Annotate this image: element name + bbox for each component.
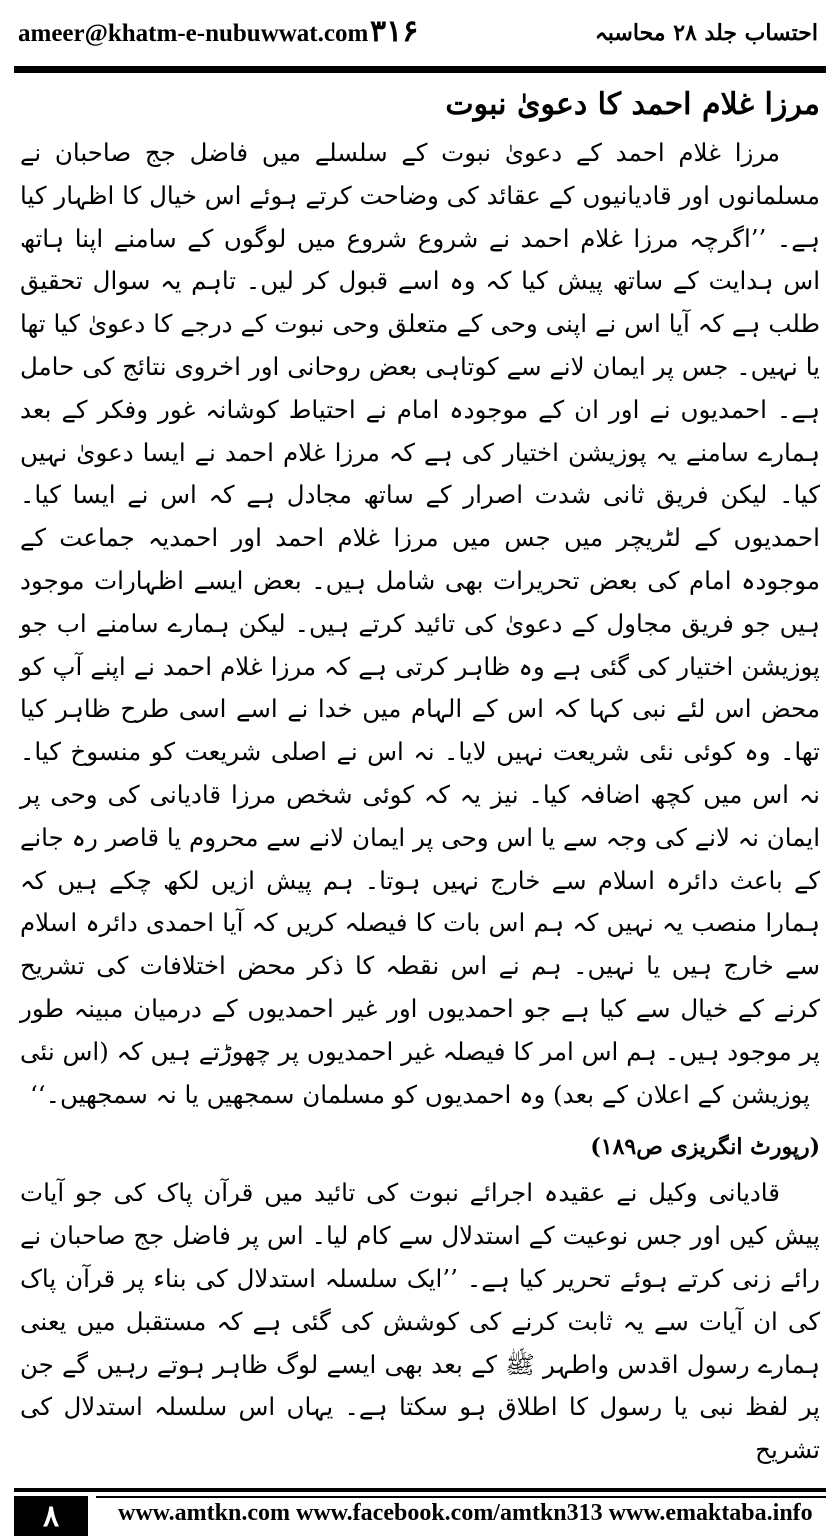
- page-footer: [0, 1488, 840, 1540]
- page-body: [20, 82, 820, 1472]
- page-header: [0, 0, 840, 70]
- footer-page-number: ۸: [14, 1496, 88, 1536]
- section-title: مرزا غلام احمد کا دعویٰ نبوت: [445, 87, 820, 122]
- header-page-number: ۳۱۶: [370, 14, 419, 49]
- header-rule: [14, 66, 826, 73]
- header-email: ameer@khatm-e-nubuwwat.com: [18, 20, 369, 47]
- report-citation: (رپورٹ انگریزی ص۱۸۹): [590, 1134, 820, 1161]
- body-paragraph-2: قادیانی وکیل نے عقیدہ اجرائے نبوت کی تائید میں قرآن پاک کی جو آیات پیش کیں اور جس نوعیت کے استدلال سے کام لیا۔ اس پر فاضل جج صاحبان نے رائے زنی کرتے ہوئے تحریر کیا ہے۔ ’’ایک سلسلہ استدلال کی بناء پر قرآن پاک کی ان آیات سے یہ ثابت کرنے کی کوشش کی گئی ہے کہ مستقبل میں یعنی ہمارے رسول اقدس واطہر ﷺ کے بعد بھی ایسے لوگ ظاہر ہوتے رہیں گے جن پر لفظ نبی یا رسول کا اطلاق ہو سکتا ہے۔ یہاں اس سلسلہ استدلال کی تشریح: [20, 1178, 820, 1465]
- body-paragraph-1: مرزا غلام احمد کے دعویٰ نبوت کے سلسلے میں فاضل جج صاحبان نے مسلمانوں اور قادیانیوں کے عقائد کی وضاحت کرتے ہوئے اس خیال کا اظہار کیا ہے۔ ’’اگرچہ مرزا غلام احمد نے شروع شروع میں لوگوں کے سامنے اپنا ہاتھ اس ہدایت کے ساتھ پیش کیا کہ وہ اسے قبول کر لیں۔ تاہم یہ سوال تحقیق طلب ہے کہ آیا اس نے اپنی وحی کے متعلق وحی نبوت کے درجے کا دعویٰ کیا تھا یا نہیں۔ جس پر ایمان لانے سے کوتاہی بعض روحانی اور اخروی نتائج کی حامل ہے۔ احمدیوں نے اور ان کے موجودہ امام نے احتیاط کوشانہ غور وفکر کے بعد ہمارے سامنے یہ پوزیشن اختیار کی ہے کہ مرزا غلام احمد نے ایسا دعویٰ نہیں کیا۔ لیکن فریق ثانی شدت اصرار کے ساتھ مجادل ہے کہ اس نے ایسا کیا۔ احمدیوں کے لٹریچر میں جس میں مرزا غلام احمد اور احمدیہ جماعت کے موجودہ امام کی بعض تحریرات بھی شامل ہیں۔ بعض ایسے اظہارات موجود ہیں جو فریق مجاول کے دعویٰ کی تائید کرتے ہیں۔ لیکن ہمارے سامنے اب جو پوزیشن اختیار کی گئی ہے وہ ظاہر کرتی ہے کہ مرزا غلام احمد نے اپنے آپ کو محض اس لئے نبی کہا کہ اس کے الہام میں خدا نے اسے اسی طرح ظاہر کیا تھا۔ وہ کوئی نئی شریعت نہیں لایا۔ نہ اس نے اصلی شریعت کو منسوخ کیا۔ نہ اس میں کچھ اضافہ کیا۔ نیز یہ کہ کوئی شخص مرزا قادیانی کی وحی پر ایمان نہ لانے کی وجہ سے یا اس وحی پر ایمان لانے سے محروم یا قاصر رہ جانے کے باعث دائرہ اسلام سے خارج نہیں ہوتا۔ ہم پیش ازیں لکھ چکے ہیں کہ ہمارا منصب یہ نہیں کہ ہم اس بات کا فیصلہ کریں کہ آیا احمدی دائرہ اسلام سے خارج ہیں یا نہیں۔ ہم نے اس نقطہ کا ذکر محض اختلافات کی تشریح کرنے کے خیال سے کیا ہے جو احمدیوں اور غیر احمدیوں کے درمیان مبینہ طور پر موجود ہیں۔ ہم اس امر کا فیصلہ غیر احمدیوں پر چھوڑتے ہیں کہ (اس نئی پوزیشن کے اعلان کے بعد) وہ احمدیوں کو مسلمان سمجھیں یا نہ سمجھیں۔‘‘: [20, 138, 820, 1109]
- footer-rule-thin: [96, 1496, 826, 1498]
- header-running-title: احتساب جلد ۲۸ محاسبہ: [594, 20, 818, 46]
- footer-urls: www.amtkn.com www.facebook.com/amtkn313 www.emaktaba.info: [118, 1500, 813, 1526]
- footer-rule: [14, 1488, 826, 1492]
